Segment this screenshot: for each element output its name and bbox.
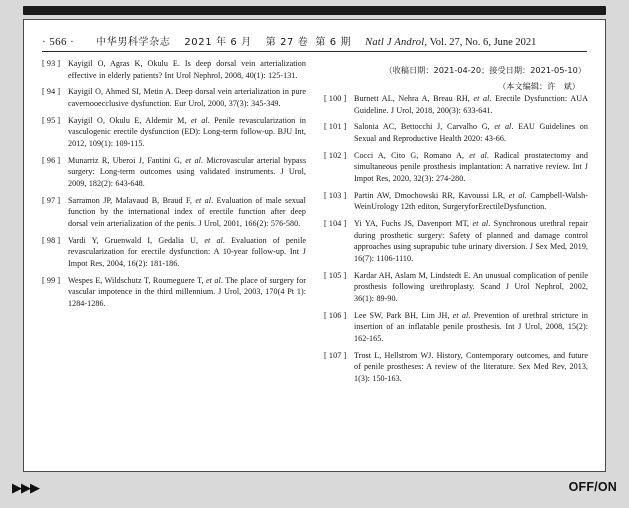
journal-name-en: Natl J Androl <box>365 37 425 48</box>
reference-text: Vardi Y, Gruenwald I, Gedalia U, et al. Evaluation of penile revascularization for erectile dysfunction: A 10-year follow-up. Int J Impot Res, 2004, 16(2): 181-186. <box>68 235 307 268</box>
journal-name-cn: 中华男科学杂志 <box>96 37 171 48</box>
reference-number: [ 99 ] <box>42 275 61 285</box>
reference-number: [ 106 ] <box>324 310 347 320</box>
reference-entry <box>42 58 306 81</box>
reference-number: [ 107 ] <box>324 350 347 360</box>
volume-en: Vol. 27 <box>429 37 460 48</box>
reference-entry <box>42 86 306 109</box>
footer-dates: （收稿日期：2021-04-20；接受日期：2021-05-10） <box>384 65 586 75</box>
reference-entry <box>42 195 306 230</box>
reference-number: [ 104 ] <box>324 219 347 229</box>
reference-number: [ 94 ] <box>42 87 61 97</box>
reference-entry <box>324 218 588 264</box>
issue-date-cn: 2021 年 6 月 <box>184 37 252 48</box>
running-head-title: 中华男科学杂志 2021 年 6 月 第 27 卷 第 6 期 Natl J Androl , Vol. 27 , No. 6 , June 2021 <box>96 33 536 48</box>
reference-entry <box>324 121 588 144</box>
reference-text: Munarriz R, Uberoi J, Fantini G, et al. Microvascular arterial bypass surgery: Long-term outcomes using validated instruments. J Urol, 2009, 182(2): 643-648. <box>68 155 307 188</box>
page-folio: · 566 · <box>42 36 75 48</box>
reference-text: Wespes E, Wildschutz T, Roumeguere T, et al. The place of surgery for vascular impotence in the third millennium. J Urol, 2003, 170(4 Pt 1): 1284-1286. <box>68 275 306 308</box>
reference-column-right <box>324 58 588 390</box>
volume-cn: 第 27 卷 <box>265 37 309 48</box>
page-sheet <box>23 19 606 472</box>
bottom-toolbar <box>0 474 629 508</box>
reference-entry <box>42 235 306 270</box>
reference-text: Kayigil O, Ahmed SI, Metin A. Deep dorsal vein arterialization in pure cavernooecclusive dysfunction. Eur Urol, 2000, 37(3): 345-349. <box>68 87 306 108</box>
fast-forward-icon[interactable]: ▶▶▶ <box>12 481 39 496</box>
date-en: June 2021 <box>493 37 537 48</box>
reference-text: Burnett AL, Nehra A, Breau RH, et al. Erectile Dysfunction: AUA Guideline. J Urol, 2018, 200(3): 633-641. <box>354 94 588 115</box>
running-head-rule <box>42 51 587 52</box>
reference-text: Kardar AH, Aslam M, Lindstedt E. An unusual complication of penile prosthesis following urethroplasty. Scand J Urol Nephrol, 2002, 36(1): 89-90. <box>354 270 588 303</box>
reference-columns <box>42 58 589 390</box>
reference-entry <box>324 190 588 213</box>
reference-text: Sarramon JP, Malavaud B, Braud F, et al. Evaluation of male sexual function by the international index of erectile function after deep dorsal vein arterialization of the penis. J Urol, 2001, 166(2): 576-580. <box>68 195 306 228</box>
reference-text: Cocci A, Cito G, Romano A, et al. Radical prostatectomy and simultaneous penile prosthesis implantation: A narrative review. Int J Impot Res, 2020, 32(3): 274-280. <box>354 150 588 183</box>
reference-text: Partin AW, Dmochowski RR, Kavoussi LR, et al. Campbell-Walsh-WeinUrology 12th editon, SurgeryforErectileDysfunction. <box>354 190 588 212</box>
window-titlebar <box>23 6 606 15</box>
reference-column-left <box>42 58 306 390</box>
reference-number: [ 103 ] <box>324 190 347 200</box>
reference-text: Lee SW, Park BH, Lim JH, et al. Prevention of urethral stricture in insertion of an inflatable penile prosthesis. Int J Urol, 2008, 15(2): 162-165. <box>354 310 588 343</box>
reference-entry <box>42 155 306 190</box>
reference-number: [ 95 ] <box>42 115 61 125</box>
reference-number: [ 100 ] <box>324 94 347 103</box>
reference-number: [ 96 ] <box>42 155 61 165</box>
reference-text: Kayigil O, Agras K, Okulu E. Is deep dorsal vein arterialization effective in elderly patients? Int Urol Nephrol, 2008, 40(1): 125-131. <box>68 59 306 80</box>
issue-cn: 第 6 期 <box>315 37 352 48</box>
reference-text: Yi YA, Fuchs JS, Davenport MT, et al. Synchronous urethral repair during prosthetic surgery: Safety of planned and damage control approaches using suprapubic tube urinary diversion. J Sex Med, 2019, 16(7): 1106-1110. <box>354 219 589 263</box>
reference-entry <box>324 150 588 185</box>
reference-text: Trost L, Hellstrom WJ. History, Contemporary outcomes, and future of penile prostheses: A review of the literature. Sex Med Rev, 2013, 1(3): 150-163. <box>354 350 588 383</box>
reference-entry <box>324 270 588 305</box>
issue-en: No. 6 <box>464 37 489 48</box>
reference-text: Kayigil O, Okulu E, Aldemir M, et al. Penile revascularization in vasculogenic erectile dysfunction (ED): Long-term follow-up. BJU Int, 2012, 109(1): 109-115. <box>68 115 307 148</box>
reference-entry <box>324 310 588 345</box>
reference-number: [ 93 ] <box>42 59 61 68</box>
reference-number: [ 101 ] <box>324 122 347 132</box>
reference-entry <box>42 115 306 150</box>
footer-block <box>324 64 588 93</box>
reference-number: [ 102 ] <box>324 150 347 160</box>
reference-number: [ 98 ] <box>42 235 61 245</box>
reference-entry <box>324 350 588 385</box>
running-head <box>24 20 605 50</box>
reference-number: [ 97 ] <box>42 195 61 205</box>
reference-text: Salonia AC, Bettocchi J, Carvalho G, et al. EAU Guidelines on Sexual and Reproductive Health 2020: 43-66. <box>354 122 588 143</box>
reference-entry <box>324 93 588 116</box>
footer-editor: （本文编辑：许 斌） <box>498 81 580 91</box>
reference-entry <box>42 275 306 310</box>
reference-number: [ 105 ] <box>324 270 347 280</box>
off-on-toggle[interactable]: OFF/ON <box>568 480 617 494</box>
